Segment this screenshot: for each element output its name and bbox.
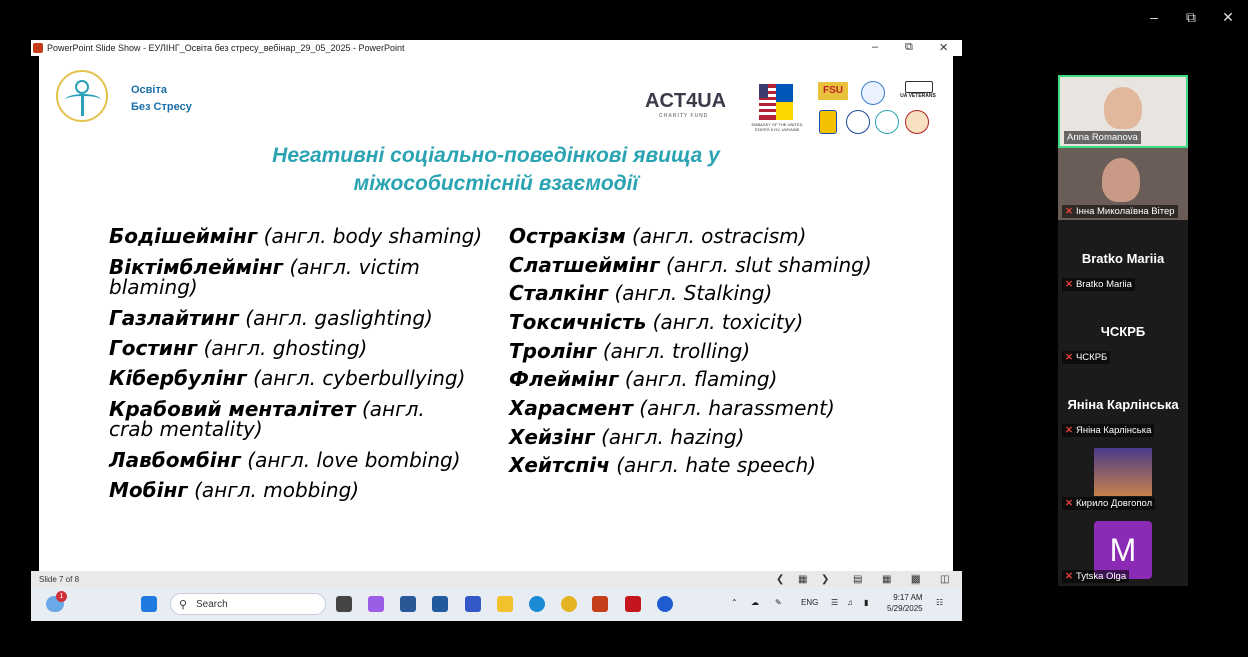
store-icon[interactable] <box>432 596 448 612</box>
next-slide-icon[interactable]: ❯ <box>821 574 830 585</box>
kyiv-coat-of-arms-icon <box>819 110 837 134</box>
muted-mic-icon: ✕ <box>1065 498 1073 509</box>
participant-name: ✕ Tytska Olga <box>1062 570 1129 583</box>
close-icon[interactable]: ✕ <box>1222 9 1234 25</box>
task-view-icon[interactable] <box>336 596 352 612</box>
term-item: Слатшеймінг (англ. slut shaming) <box>509 253 872 277</box>
participant-display-name: Bratko Mariia <box>1081 251 1165 266</box>
slide-title-line2: міжособистісній взаємодії <box>353 172 639 195</box>
clock-date: 5/29/2025 <box>887 604 923 613</box>
slide-right-border <box>953 56 962 571</box>
notifications-icon[interactable]: ☷ <box>936 598 944 607</box>
muted-mic-icon: ✕ <box>1065 279 1073 290</box>
term-item: Газлайтинг (англ. gaslighting) <box>109 306 433 330</box>
ua-veterans-label: UA VETERANS <box>900 93 936 99</box>
term-item-continuation: crab mentality) <box>109 417 263 441</box>
org-name-line1: Освіта <box>131 84 167 96</box>
term-item: Харасмент (англ. harassment) <box>509 396 835 420</box>
embassy-caption: EMBASSY OF THE UNITED STATES KYIV, UKRAINE <box>751 122 803 132</box>
restore-icon[interactable]: ⧉ <box>1186 9 1196 25</box>
ua-veterans-logo <box>905 81 933 93</box>
term-item: Сталкінг (англ. Stalking) <box>509 281 773 305</box>
normal-view-icon[interactable]: ▤ <box>853 574 863 585</box>
presenter-view-icon[interactable]: ◫ <box>940 574 950 585</box>
start-icon[interactable] <box>141 596 157 612</box>
participant-profile-image <box>1094 448 1152 496</box>
chrome-icon[interactable] <box>561 596 577 612</box>
participant-tile[interactable] <box>1058 294 1188 366</box>
term-item: Гостинг (англ. ghosting) <box>109 336 368 360</box>
participant-name: ✕ Bratko Mariia <box>1062 278 1135 291</box>
participant-video <box>1102 158 1140 202</box>
powerpoint-titlebar <box>31 40 962 56</box>
taskbar-search-box[interactable] <box>170 593 326 615</box>
previous-slide-icon[interactable]: ❮ <box>776 574 785 585</box>
term-item: Остракізм (англ. ostracism) <box>509 224 807 248</box>
ppt-restore-icon[interactable]: ⧉ <box>905 41 913 53</box>
participant-name: ✕ Інна Миколаївна Вітер <box>1062 205 1178 218</box>
emblem-logo <box>861 81 885 105</box>
term-item: Тролінг (англ. trolling) <box>509 339 751 363</box>
edge-icon[interactable] <box>529 596 545 612</box>
participant-display-name: ЧСКРБ <box>1100 324 1146 339</box>
term-item: Флеймінг (англ. flaming) <box>509 367 778 391</box>
muted-mic-icon: ✕ <box>1065 571 1073 582</box>
reading-view-icon[interactable]: ▩ <box>911 574 921 585</box>
act4ua-subtitle: CHARITY FUND <box>659 113 709 119</box>
slideshow-status-bar <box>31 571 962 587</box>
search-label: Search <box>196 599 228 610</box>
participant-video <box>1104 87 1142 129</box>
search-icon: ⚲ <box>179 599 188 611</box>
participant-tile[interactable] <box>1058 367 1188 439</box>
minimize-icon[interactable]: – <box>1150 9 1158 25</box>
slide <box>39 56 953 571</box>
logo-figure-body <box>81 94 84 116</box>
term-item: Бодішеймінг (англ. body shaming) <box>109 224 483 248</box>
participant-tile[interactable] <box>1058 440 1188 512</box>
powerpoint-icon <box>33 43 43 53</box>
word-icon[interactable] <box>400 596 416 612</box>
participant-tile[interactable] <box>1058 221 1188 293</box>
shared-screen <box>31 40 962 621</box>
term-item: Хейзінг (англ. hazing) <box>509 425 745 449</box>
participant-name: ✕ Яніна Карлінська <box>1062 424 1154 437</box>
language-indicator[interactable]: ENG <box>801 598 819 607</box>
participant-tile[interactable] <box>1058 148 1188 220</box>
term-item: Хейтспіч (англ. hate speech) <box>509 453 816 477</box>
participant-name: ✕ ЧСКРБ <box>1062 351 1110 364</box>
onedrive-icon[interactable]: ☁ <box>751 598 759 607</box>
org-name-line2: Без Стресу <box>131 101 192 113</box>
save-icon[interactable] <box>465 596 481 612</box>
windows-taskbar <box>31 587 962 621</box>
participant-name: Anna Romanova <box>1064 131 1141 144</box>
participant-display-name: Яніна Карлінська <box>1067 397 1179 412</box>
term-item: Крабовий менталітет (англ. <box>109 397 425 421</box>
muted-mic-icon: ✕ <box>1065 206 1073 217</box>
ppt-close-icon[interactable]: ✕ <box>939 42 949 54</box>
window-title: PowerPoint Slide Show - ЕУЛІНГ_Освіта без стресу_вебінар_29_05_2025 - PowerPoint <box>47 43 405 53</box>
us-ukraine-flag-icon <box>759 84 793 120</box>
taskbar-clock[interactable] <box>887 592 923 614</box>
slide-left-border <box>31 56 39 571</box>
fsu-logo: FSU <box>818 82 848 100</box>
slide-title-line1: Негативні соціально-поведінкові явища у <box>272 144 720 167</box>
grid-view-icon[interactable]: ▦ <box>882 574 892 585</box>
slide-counter: Slide 7 of 8 <box>39 575 80 584</box>
term-item: Мобінг (англ. mobbing) <box>109 478 360 502</box>
term-item-continuation: blaming) <box>109 275 198 299</box>
logo-figure-head <box>75 80 89 94</box>
show-hidden-icons-icon[interactable]: ⌃ <box>731 598 738 607</box>
term-item: Віктімблеймінг (англ. victim <box>109 255 420 279</box>
term-item: Лавбомбінг (англ. love bombing) <box>109 448 461 472</box>
slide-sorter-icon[interactable]: ▦ <box>798 574 808 585</box>
act4ua-logo: ACT4UA <box>645 90 727 112</box>
muted-mic-icon: ✕ <box>1065 352 1073 363</box>
wifi-icon[interactable]: ☰ <box>831 598 839 607</box>
red-seal-logo <box>905 110 929 134</box>
powerpoint-taskbar-icon[interactable] <box>592 596 608 612</box>
avatar-letter: M <box>1109 532 1137 568</box>
participant-tile[interactable] <box>1058 75 1188 148</box>
participants-panel <box>1058 75 1188 586</box>
volume-icon[interactable]: ♫ <box>847 598 853 607</box>
teal-seal-logo <box>875 110 899 134</box>
zoom-icon[interactable] <box>657 596 673 612</box>
blue-seal-logo <box>846 110 870 134</box>
pen-icon[interactable]: ✎ <box>775 598 782 607</box>
notification-badge: 1 <box>56 591 67 602</box>
clock-time: 9:17 AM <box>893 593 923 602</box>
term-item: Токсичність (англ. toxicity) <box>509 310 804 334</box>
file-explorer-icon[interactable] <box>497 596 513 612</box>
ppt-minimize-icon[interactable]: – <box>872 41 879 53</box>
muted-mic-icon: ✕ <box>1065 425 1073 436</box>
participant-tile[interactable] <box>1058 513 1188 585</box>
acrobat-icon[interactable] <box>625 596 641 612</box>
participant-name: ✕ Кирило Довгопол <box>1062 497 1155 510</box>
battery-icon[interactable]: ▮ <box>864 598 869 607</box>
copilot-icon[interactable] <box>368 596 384 612</box>
term-item: Кібербулінг (англ. cyberbullying) <box>109 366 466 390</box>
